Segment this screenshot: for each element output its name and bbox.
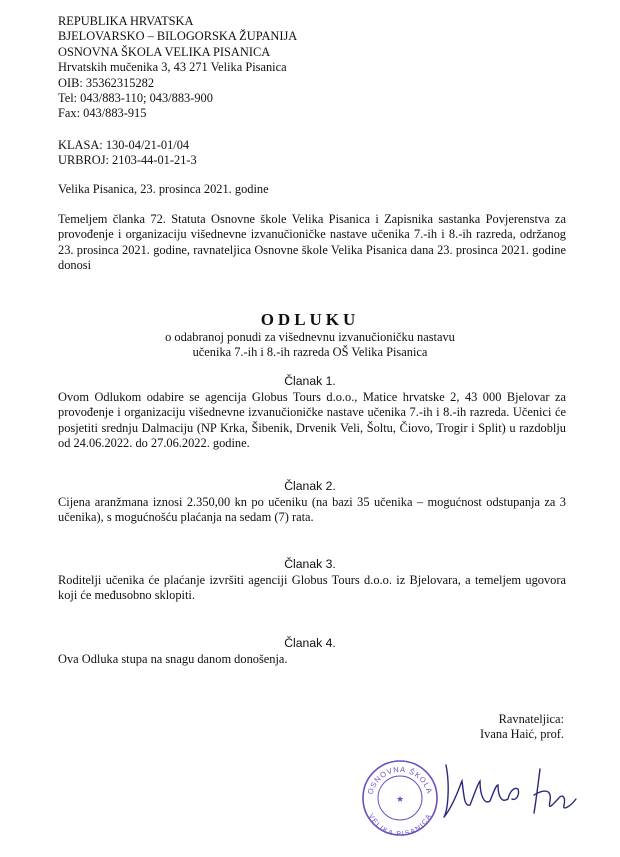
intro-paragraph: Temeljem članka 72. Statuta Osnovne škole Velika Pisanica i Zapisnika sastanka Povjerenstva za provođenje i organizaciju višednevne izvanučioničke nastave učenika 7.-ih i 8.-ih razreda, održanog 23. prosinca 2021. godine, ravnateljica Osnovne škole Velika Pisanica dana 23. prosinca 2021. godine donosi — [58, 212, 566, 273]
article-4-text: Ova Odluka stupa na snagu danom donošenja. — [58, 652, 288, 666]
letterhead-phone: Tel: 043/883-110; 043/883-900 — [58, 91, 213, 106]
letterhead-oib: OIB: 35362315282 — [58, 75, 155, 90]
signature-name: Ivana Haić, prof. — [480, 727, 564, 742]
article-3-text: Roditelji učenika će plaćanje izvršiti agenciji Globus Tours d.o.o. iz Bjelovara, a temeljem ugovora koji će međusobno sklopiti. — [58, 573, 566, 603]
signature-role: Ravnateljica: — [498, 712, 564, 726]
article-2-heading: Članak 2. — [284, 479, 336, 493]
decision-title: ODLUKU — [260, 310, 360, 329]
letterhead-school: OSNOVNA ŠKOLA VELIKA PISANICA — [58, 44, 271, 59]
stamp-text-top: OSNOVNA ŠKOLA — [365, 764, 435, 796]
letterhead-country: REPUBLIKA HRVATSKA — [58, 14, 194, 28]
article-1-text: Ovom Odlukom odabire se agencija Globus Tours d.o.o., Matice hrvatske 2, 43 000 Bjelovar za provođenje i organizaciju višednevne izvanučioničke nastave učenika 7.-ih i 8.-ih razreda. Učenici će posjetiti srednju Dalmaciju (NP Krka, Šibenik, Drvenik Veli, Šoltu, Čiovo, Trogir i Split) u razdoblju od 24.06.2022. do 27.06.2022. godine. — [58, 390, 566, 451]
decision-subtitle-line-2: učenika 7.-ih i 8.-ih razreda OŠ Velika Pisanica — [192, 345, 428, 360]
klasa: KLASA: 130-04/21-01/04 — [58, 138, 190, 152]
stamp-center-mark: ★ — [395, 794, 405, 804]
date-line: Velika Pisanica, 23. prosinca 2021. godine — [58, 182, 269, 196]
svg-text:VELIKA PISANICA — [367, 813, 433, 838]
signature-block — [480, 712, 564, 743]
article-4-heading: Članak 4. — [284, 636, 336, 650]
article-3-heading: Članak 3. — [284, 557, 336, 571]
urbroj: URBROJ: 2103-44-01-21-3 — [58, 153, 197, 168]
school-stamp — [360, 758, 440, 838]
letterhead-county: BJELOVARSKO – BILOGORSKA ŽUPANIJA — [58, 29, 298, 44]
article-2-text: Cijena aranžmana iznosi 2.350,00 kn po učeniku (na bazi 35 učenika – mogućnost odstupanja za 3 učenika), s mogućnošću plaćanja na sedam (7) rata. — [58, 495, 566, 525]
letterhead — [58, 14, 297, 122]
letterhead-address: Hrvatskih mučenika 3, 43 271 Velika Pisanica — [58, 60, 287, 75]
decision-subtitle-line-1: o odabranoj ponudi za višednevnu izvanučioničku nastavu — [165, 330, 455, 344]
article-1-heading: Članak 1. — [284, 374, 336, 388]
letterhead-fax: Fax: 043/883-915 — [58, 106, 147, 121]
stamp-text-bottom: VELIKA PISANICA — [366, 812, 434, 838]
decision-subtitle — [0, 330, 620, 361]
handwritten-signature — [440, 755, 590, 825]
reference-block — [58, 138, 197, 169]
